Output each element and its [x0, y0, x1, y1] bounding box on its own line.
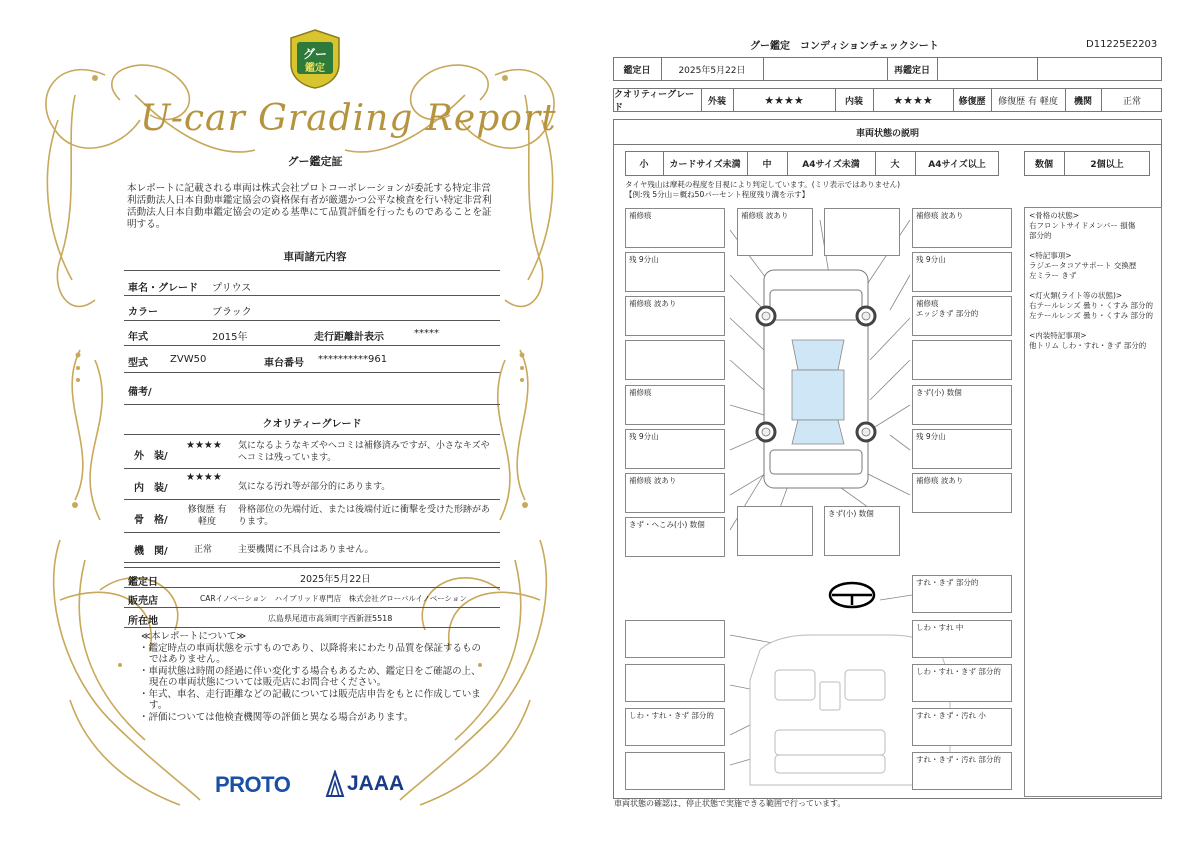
sheet-title: グー鑑定 コンディションチェックシート	[750, 41, 939, 52]
frame-value: 修復歴 有 軽度	[187, 505, 227, 527]
interior-stars: ★★★★	[186, 472, 222, 483]
count-legend	[1024, 151, 1150, 176]
spec-row-year	[124, 321, 500, 346]
note-frame: <骨格の状態> 右フロントサイドメンバー 損傷 部分的	[1029, 211, 1136, 240]
ext-field-bottom-1: きず・へこみ(小) 数個	[625, 517, 725, 557]
exterior-comment: 気になるようなキズやヘコミは補修済みですが、小さなキズやヘコミは残っています。	[238, 441, 490, 463]
ext-field-right-2: 残 9分山	[912, 252, 1012, 292]
ext-field-top-2	[824, 208, 900, 256]
spec-row-name	[124, 270, 500, 296]
sheet-int-label: 内装	[844, 96, 863, 107]
ext-field-left-1: 補修痕	[625, 208, 725, 248]
legend-small: 小	[639, 160, 649, 170]
ext-field-bottom-2	[737, 506, 813, 556]
sheet-date-value: 2025年5月22日	[678, 65, 746, 76]
certificate-subtitle: グー鑑定証	[287, 155, 343, 168]
exterior-stars: ★★★★	[186, 440, 222, 451]
svg-text:鑑定: 鑑定	[305, 63, 325, 74]
frame-label: 骨 格/	[134, 515, 168, 526]
legend-small-desc: カードサイズ未満	[669, 160, 741, 170]
dealer-value: CARイノベーション ハイブリッド専門店 株式会社グローバルイノベーション	[200, 594, 467, 603]
model-value: ZVW50	[170, 354, 207, 365]
chassis-value: **********961	[318, 354, 388, 365]
ext-field-left-7: 補修痕 波あり	[625, 473, 725, 513]
ext-field-left-6: 残 9分山	[625, 429, 725, 469]
reinspect-label: 再鑑定日	[893, 65, 930, 76]
ext-field-left-3: 補修痕 波あり	[625, 296, 725, 336]
jaaa-logo: JAAA	[347, 772, 405, 795]
svg-text:グー: グー	[302, 47, 328, 61]
legend-count: 数個	[1034, 160, 1053, 170]
info-row-date	[124, 567, 500, 588]
date-row	[613, 57, 1162, 81]
remarks-label: 備考/	[128, 387, 152, 398]
notes-panel	[1024, 207, 1162, 797]
color-value: ブラック	[212, 307, 252, 318]
sheet-repair-label: 修復歴	[958, 96, 986, 107]
ext-field-right-1: 補修痕 波あり	[912, 208, 1012, 248]
name-grade-label: 車名・グレード	[128, 283, 198, 294]
int-field-left-4	[625, 752, 725, 790]
note-lights: <灯火類(ライト等の状態)> 右テールレンズ 曇り・くすみ 部分的 左テールレンズ 曇り・くすみ 部分的	[1029, 291, 1154, 320]
ext-field-right-7: 補修痕 波あり	[912, 473, 1012, 513]
ext-field-top-1: 補修痕 波あり	[737, 208, 813, 256]
model-label: 型式	[128, 358, 148, 369]
certificate-intro: 本レポートに記載される車両は株式会社プロトコーポレーションが委託する特定非営利活動法人日本自動車鑑定協会の資格保有者が厳選かつ公平な検査を行い特定非営利活動法人日本自動車鑑定協会の定める基準にて品質評価を行ったものであることを証明する。	[127, 183, 492, 230]
goo-kantei-badge	[287, 28, 343, 90]
note-interior: <内装特記事項> 他トリム しわ・すれ・きず 部分的	[1029, 331, 1147, 350]
engine-label: 機 関/	[134, 546, 168, 557]
report-note: ・評価については他検査機関等の評価と異なる場合があります。	[139, 711, 414, 723]
tire-note-line-2: 【例:残 5分山＝概ね50パーセント程度残り溝を示す】	[625, 190, 810, 199]
legend-large-desc: A4サイズ以上	[928, 160, 986, 170]
quality-heading: クオリティーグレード	[262, 419, 362, 430]
ext-field-right-5: きず(小) 数個	[912, 385, 1012, 425]
report-notes	[139, 631, 489, 723]
size-legend	[625, 151, 999, 176]
steering-wheel-icon	[830, 583, 874, 607]
sheet-int-stars: ★★★★	[893, 93, 933, 107]
ext-field-bottom-3: きず(小) 数個	[824, 506, 900, 556]
date-label: 鑑定日	[128, 577, 158, 588]
interior-comment: 気になる汚れ等が部分的にあります。	[238, 482, 391, 492]
legend-mid: 中	[762, 160, 772, 170]
int-field-right-2: しわ・すれ 中	[912, 620, 1012, 658]
quality-row	[613, 88, 1162, 112]
name-grade-value: プリウス	[212, 283, 252, 294]
int-field-left-2	[625, 664, 725, 702]
proto-logo: PROTO	[215, 772, 291, 797]
frame-comment: 骨格部位の先端付近、または後端付近に衝撃を受けた形跡があります。	[238, 505, 491, 527]
note-special: <特記事項> ラジエータコアサポート 交換歴 左ミラー きず	[1029, 251, 1137, 280]
status-heading: 車両状態の説明	[855, 128, 919, 139]
tire-note-line-1: タイヤ残山は摩耗の程度を目視により判定しています。(ミリ表示ではありません)	[625, 180, 901, 189]
color-label: カラー	[128, 307, 158, 318]
sheet-engine-label: 機関	[1073, 96, 1092, 107]
certificate-title: U-car Grading Report	[140, 98, 557, 139]
int-field-right-5: すれ・きず・汚れ 部分的	[912, 752, 1012, 790]
info-row-dealer	[124, 588, 500, 608]
sheet-engine-value: 正常	[1122, 96, 1141, 107]
legend-count-desc: 2個以上	[1090, 160, 1124, 170]
quality-heading-row	[124, 405, 500, 435]
date-value: 2025年5月22日	[300, 574, 371, 585]
engine-value: 正常	[194, 545, 213, 555]
mileage-value: *****	[414, 328, 439, 339]
legend-mid-desc: A4サイズ未満	[802, 160, 860, 170]
grade-row-interior	[124, 469, 500, 500]
spec-row-model	[124, 346, 500, 373]
sheet-date-label: 鑑定日	[623, 65, 651, 76]
int-field-right-4: すれ・きず・汚れ 小	[912, 708, 1012, 746]
year-value: 2015年	[212, 332, 248, 343]
legend-large: 大	[890, 160, 900, 170]
report-notes-title: ≪本レポートについて≫	[141, 631, 247, 642]
spec-row-remarks	[124, 373, 500, 405]
info-row-address	[124, 608, 500, 628]
ext-field-right-3: 補修痕 エッジきず 部分的	[912, 296, 1012, 336]
sheet-ext-label: 外装	[707, 96, 726, 107]
sheet-ext-stars: ★★★★	[764, 93, 804, 107]
spec-heading: 車両諸元内容	[283, 251, 347, 263]
grade-row-frame	[124, 500, 500, 533]
logos	[215, 770, 415, 800]
int-field-right-3: しわ・すれ・きず 部分的	[912, 664, 1012, 702]
int-field-right-1: すれ・きず 部分的	[912, 575, 1012, 613]
dealer-label: 販売店	[128, 596, 158, 607]
int-field-left-3: しわ・すれ・きず 部分的	[625, 708, 725, 746]
ext-field-left-2: 残 9分山	[625, 252, 725, 292]
ext-field-right-4	[912, 340, 1012, 380]
condition-check-sheet	[600, 0, 1200, 848]
interior-label: 内 装/	[134, 483, 168, 494]
sheet-repair-value: 修復歴 有 軽度	[998, 96, 1058, 107]
ext-field-left-5: 補修痕	[625, 385, 725, 425]
report-note: ・鑑定時点の車両状態を示すものであり、以降将来にわたり品質を保証するものではありません。	[139, 642, 482, 665]
report-note: ・車両状態は時間の経過に伴い変化する場合もあるため、鑑定日をご確認の上、現在の車両状態については販売店にお問合せください。	[139, 665, 481, 688]
int-field-left-1	[625, 620, 725, 658]
bottom-note: 車両状態の確認は、停止状態で実施できる範囲で行っています。	[614, 799, 846, 808]
address-value: 広島県尾道市高須町字西新涯5518	[268, 614, 393, 623]
report-note: ・年式、車名、走行距離などの記載については販売店申告をもとに作成しています。	[139, 688, 481, 711]
address-label: 所在地	[128, 616, 158, 627]
engine-comment: 主要機関に不具合はありません。	[238, 545, 374, 555]
tire-note	[625, 180, 900, 200]
chassis-label: 車台番号	[264, 358, 304, 369]
mileage-label: 走行距離計表示	[314, 332, 384, 343]
year-label: 年式	[128, 332, 148, 343]
jaaa-mark-icon	[325, 770, 345, 798]
ext-field-right-6: 残 9分山	[912, 429, 1012, 469]
sheet-quality-label: クオリティーグレード	[614, 90, 695, 113]
document-id: D11225E2203	[1086, 39, 1158, 50]
spec-row-color	[124, 296, 500, 321]
ext-field-left-4	[625, 340, 725, 380]
exterior-label: 外 装/	[134, 451, 168, 462]
grade-row-exterior	[124, 435, 500, 469]
grade-row-engine	[124, 533, 500, 563]
